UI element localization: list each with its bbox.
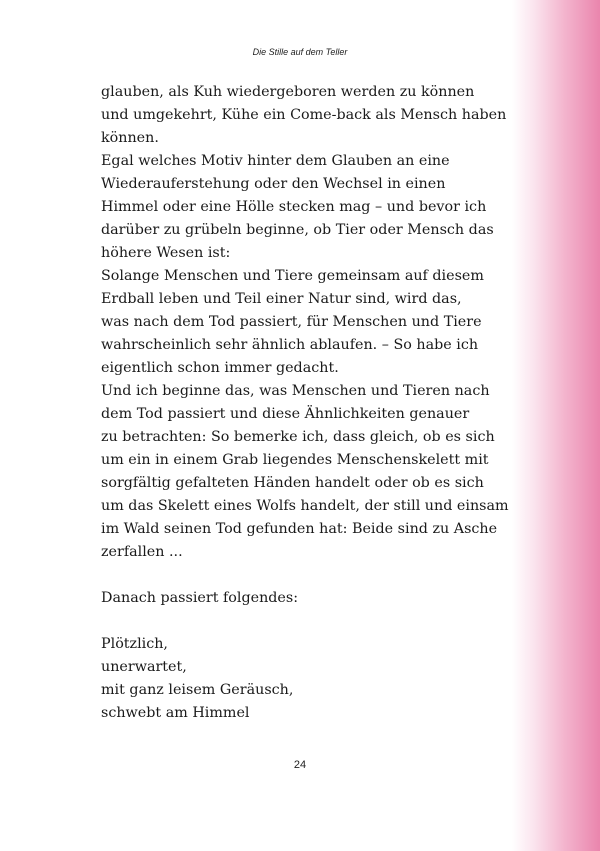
text-line: Egal welches Motiv hinter dem Glauben an eine [101, 153, 450, 169]
text-line: um das Skelett eines Wolfs handelt, der still und einsam [101, 498, 509, 514]
text-line: Himmel oder eine Hölle stecken mag – und bevor ich [101, 199, 487, 215]
text-line: und umgekehrt, Kühe ein Come-back als Mensch haben [101, 107, 507, 123]
paragraph-gap [101, 610, 513, 633]
text-line: dem Tod passiert und diese Ähnlichkeiten genauer [101, 406, 470, 422]
text-line: darüber zu grübeln beginne, ob Tier oder Mensch das [101, 222, 494, 238]
text-line: um ein in einem Grab liegendes Menschenskelett mit [101, 452, 489, 468]
text-line: höhere Wesen ist: [101, 245, 231, 261]
verse-line: schwebt am Himmel [101, 705, 250, 721]
text-line: Wiederauferstehung oder den Wechsel in einen [101, 176, 446, 192]
text-line: eigentlich schon immer gedacht. [101, 360, 339, 376]
pink-gradient-edge [512, 0, 600, 851]
text-line: im Wald seinen Tod gefunden hat: Beide sind zu Asche [101, 521, 498, 537]
text-line: können. [101, 130, 159, 146]
body-text [101, 81, 513, 725]
text-line: zu betrachten: So bemerke ich, dass gleich, ob es sich [101, 429, 495, 445]
text-line: glauben, als Kuh wiedergeboren werden zu können [101, 84, 475, 100]
paragraph-gap [101, 564, 513, 587]
text-line: zerfallen ... [101, 544, 183, 560]
running-head: Die Stille auf dem Teller [252, 47, 348, 57]
verse-line: Plötzlich, [101, 636, 168, 652]
text-line: Solange Menschen und Tiere gemeinsam auf diesem [101, 268, 484, 284]
text-line: Und ich beginne das, was Menschen und Tieren nach [101, 383, 490, 399]
text-line: Danach passiert folgendes: [101, 590, 299, 606]
text-line: sorgfältig gefalteten Händen handelt oder ob es sich [101, 475, 484, 491]
verse-line: mit ganz leisem Geräusch, [101, 682, 294, 698]
text-line: wahrscheinlich sehr ähnlich ablaufen. – So habe ich [101, 337, 479, 353]
text-line: Erdball leben und Teil einer Natur sind, wird das, [101, 291, 462, 307]
verse-line: unerwartet, [101, 659, 187, 675]
text-line: was nach dem Tod passiert, für Menschen und Tiere [101, 314, 482, 330]
page-number: 24 [293, 759, 307, 771]
